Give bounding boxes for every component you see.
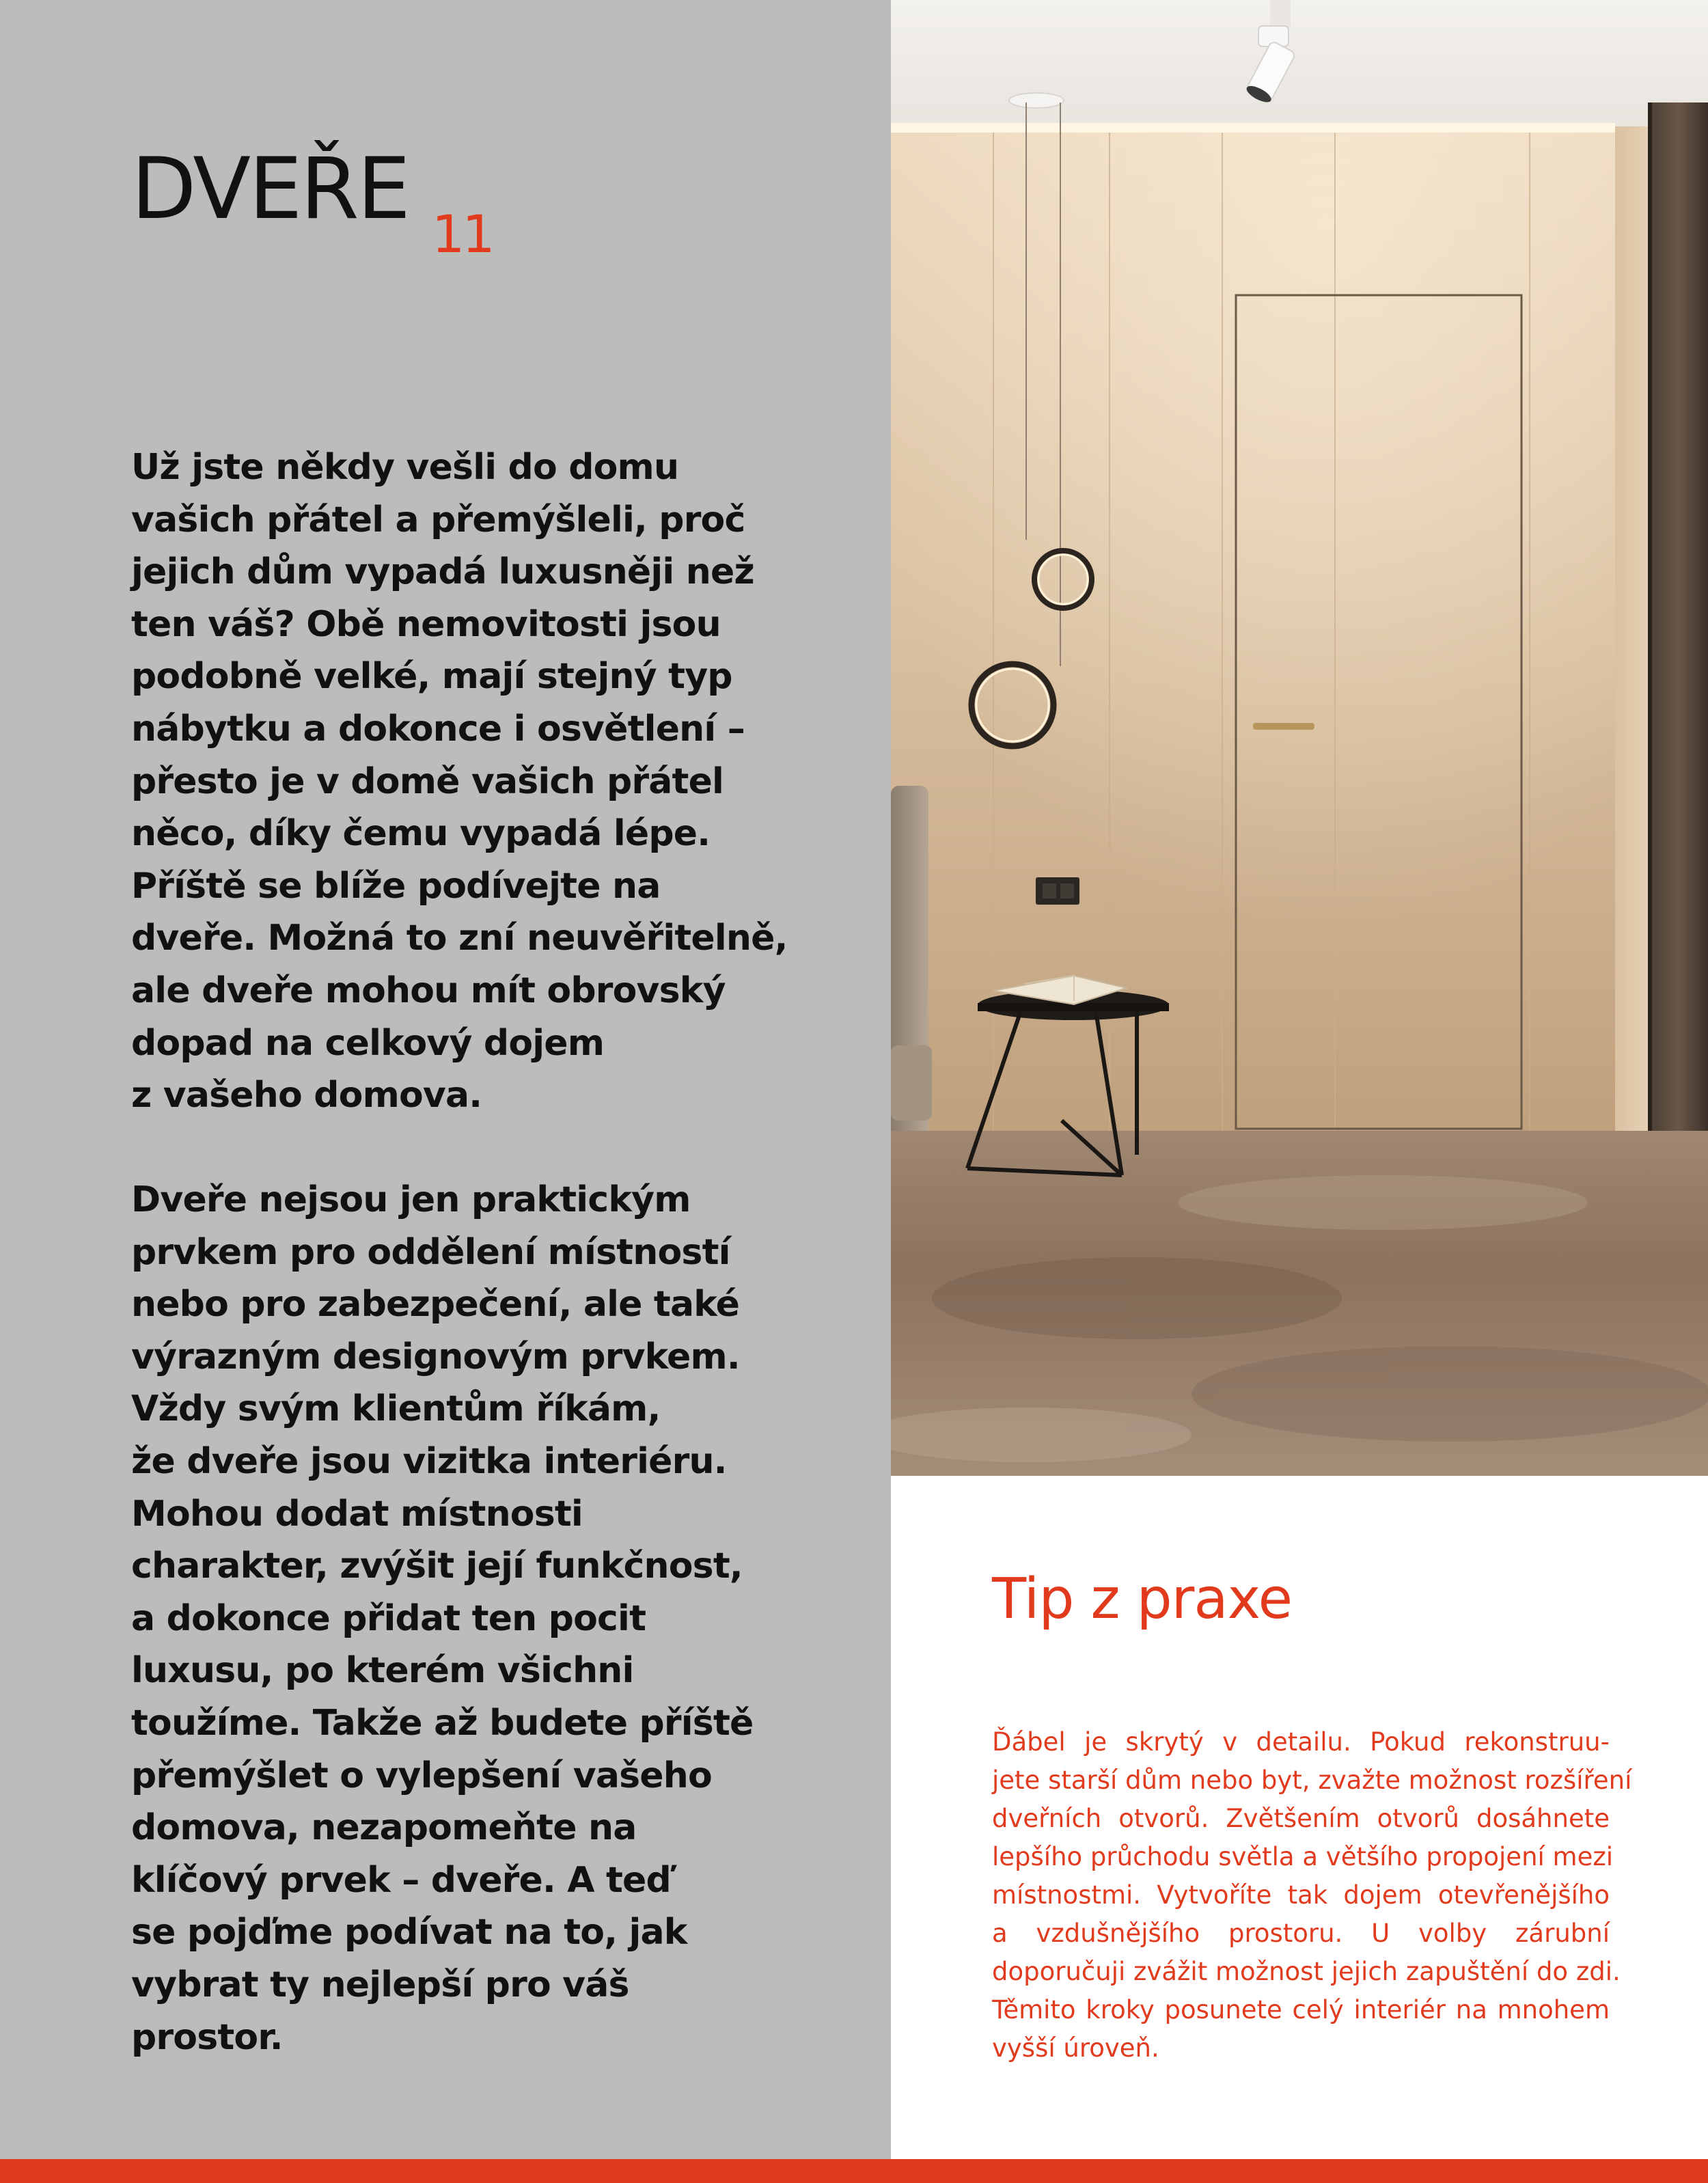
- text-line: ale dveře mohou mít obrovský: [131, 970, 726, 1011]
- tip-title: Tip z praxe: [992, 1567, 1293, 1632]
- text-line: prostor.: [131, 2016, 283, 2058]
- page-title: DVEŘE: [131, 140, 409, 238]
- text-line: nábytku a dokonce i osvětlení –: [131, 708, 745, 750]
- text-line: přesto je v domě vašich přátel: [131, 760, 724, 802]
- text-line: Mohou dodat místnosti: [131, 1493, 583, 1535]
- tip-paragraph: [992, 1723, 1632, 2068]
- text-line: charakter, zvýšit její funkčnost,: [131, 1546, 743, 1587]
- text-line: prvkem pro oddělení místností: [131, 1231, 730, 1273]
- tip-line: dveřních otvorů. Zvětšením otvorů dosáhnete: [992, 1804, 1610, 1833]
- title-block: [131, 140, 409, 238]
- article-paragraph-1: [131, 441, 821, 1122]
- text-line: ten váš? Obě nemovitosti jsou: [131, 603, 721, 645]
- text-line: podobně velké, mají stejný typ: [131, 656, 732, 698]
- text-line: něco, díky čemu vypadá lépe.: [131, 813, 711, 855]
- text-line: a dokonce přidat ten pocit: [131, 1597, 646, 1639]
- text-line: domova, nezapomeňte na: [131, 1807, 637, 1849]
- tip-line: doporučuji zvážit možnost jejich zapuštění do zdi.: [992, 1957, 1621, 1986]
- text-line: vybrat ty nejlepší pro váš: [131, 1964, 629, 2005]
- text-line: výrazným designovým prvkem.: [131, 1336, 740, 1377]
- tip-line: Ďábel je skrytý v detailu. Pokud rekonstruu-: [992, 1727, 1610, 1757]
- text-line: že dveře jsou vizitka interiéru.: [131, 1440, 727, 1482]
- text-line: z vašeho domova.: [131, 1075, 482, 1116]
- text-line: přemýšlet o vylepšení vašeho: [131, 1755, 712, 1796]
- text-line: se pojďme podívat na to, jak: [131, 1912, 687, 1953]
- interior-photo: [891, 0, 1708, 1476]
- article-paragraph-2: [131, 1174, 821, 2063]
- text-line: Dveře nejsou jen praktickým: [131, 1179, 691, 1220]
- text-line: toužíme. Takže až budete příště: [131, 1702, 754, 1744]
- tip-line: lepšího průchodu světla a většího propojení mezi: [992, 1842, 1614, 1871]
- text-line: Už jste někdy vešli do domu: [131, 447, 679, 488]
- tip-line: jete starší dům nebo byt, zvažte možnost rozšíření: [992, 1766, 1632, 1795]
- text-line: dveře. Možná to zní neuvěřitelně,: [131, 918, 788, 959]
- text-line: Příště se blíže podívejte na: [131, 865, 661, 907]
- bottom-accent-bar: [0, 2159, 1708, 2183]
- text-line: Vždy svým klientům říkám,: [131, 1388, 661, 1430]
- text-line: vašich přátel a přemýšleli, proč: [131, 499, 745, 540]
- tip-line: Těmito kroky posunete celý interiér na mnohem: [992, 1995, 1610, 2024]
- text-line: jejich dům vypadá luxusněji než: [131, 551, 754, 593]
- tip-line: a vzdušnějšího prostoru. U volby zárubní: [992, 1919, 1610, 1948]
- text-line: klíčový prvek – dveře. A teď: [131, 1859, 671, 1901]
- text-line: luxusu, po kterém všichni: [131, 1650, 634, 1692]
- page-number: 11: [432, 204, 493, 264]
- text-line: dopad na celkový dojem: [131, 1022, 605, 1064]
- text-line: nebo pro zabezpečení, ale také: [131, 1284, 740, 1326]
- tip-line: vyšší úroveň.: [992, 2033, 1159, 2063]
- tip-line: místnostmi. Vytvoříte tak dojem otevřenějšího: [992, 1880, 1610, 1910]
